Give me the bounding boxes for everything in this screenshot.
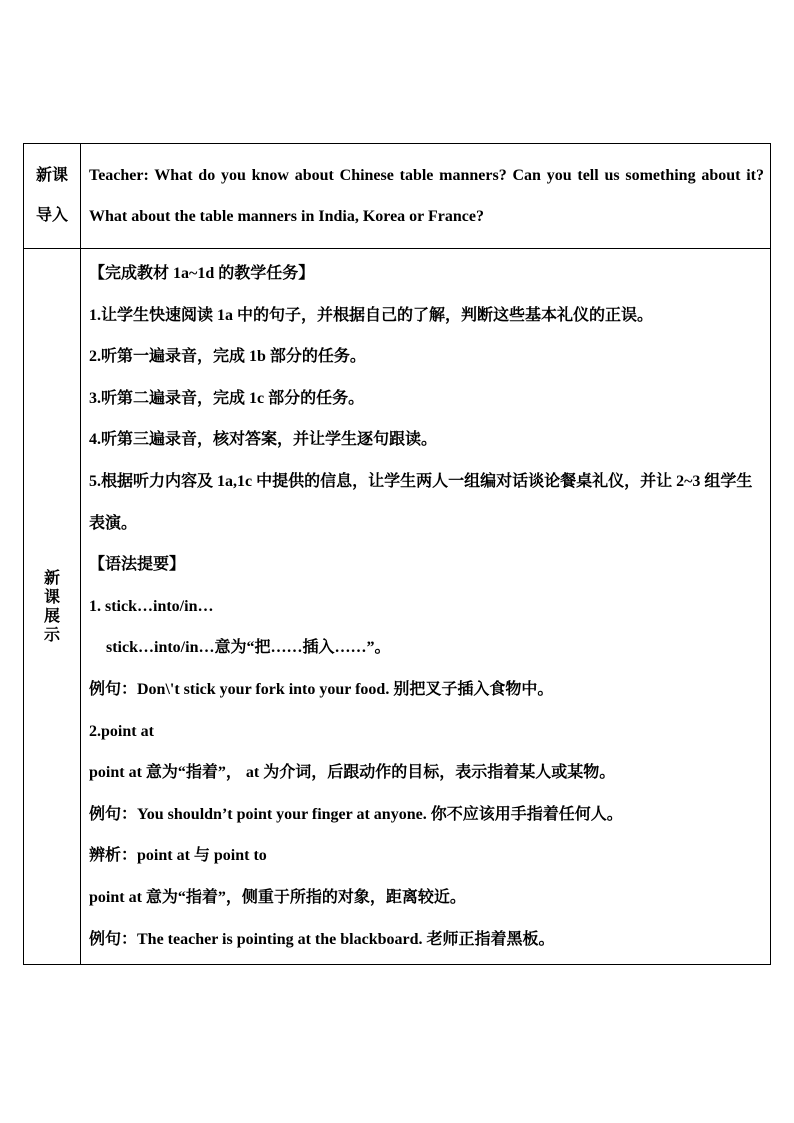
intro-label-line1: 新课 xyxy=(35,167,68,184)
intro-content-cell xyxy=(81,144,771,249)
grammar-point-1-example: 例句：Don\'t stick your fork into your food. 别把叉子插入食物中。 xyxy=(89,680,554,698)
intro-label-line2: 导入 xyxy=(35,207,68,224)
presentation-content-cell xyxy=(81,249,771,965)
task-step-5: 5.根据听力内容及 1a,1c 中提供的信息，让学生两人一组编对话谈论餐桌礼仪，并让 2~3 组学生表演。 xyxy=(89,472,753,532)
task-step-3: 3.听第二遍录音，完成 1c 部分的任务。 xyxy=(89,389,365,407)
grammar-comparison-meaning: point at 意为“指着”，侧重于所指的对象，距离较近。 xyxy=(89,888,466,906)
task-step-4: 4.听第三遍录音，核对答案，并让学生逐句跟读。 xyxy=(89,431,438,449)
grammar-point-2-meaning: point at 意为“指着”， at 为介词，后跟动作的目标，表示指着某人或某物。 xyxy=(89,764,616,782)
grammar-point-2-example: 例句：You shouldn’t point your finger at anyone. 你不应该用手指着任何人。 xyxy=(89,805,623,823)
lesson-plan-table xyxy=(23,143,771,965)
task-step-2: 2.听第一遍录音，完成 1b 部分的任务。 xyxy=(89,348,366,366)
task-heading: 【完成教材 1a~1d 的教学任务】 xyxy=(89,265,315,282)
grammar-comparison-example: 例句：The teacher is pointing at the blackboard. 老师正指着黑板。 xyxy=(89,930,555,948)
presentation-row xyxy=(24,249,771,965)
grammar-comparison-title: 辨析：point at 与 point to xyxy=(89,847,267,865)
grammar-point-1-title: 1. stick…into/in… xyxy=(89,597,214,615)
task-step-1: 1.让学生快速阅读 1a 中的句子，并根据自己的了解，判断这些基本礼仪的正误。 xyxy=(89,306,654,324)
intro-row xyxy=(24,144,771,249)
intro-teacher-question: Teacher: What do you know about Chinese table manners? Can you tell us something about it? What about the table manners in India, Korea or France? xyxy=(89,167,764,225)
grammar-heading: 【语法提要】 xyxy=(89,556,186,574)
presentation-label-cell xyxy=(24,249,81,965)
grammar-point-2-title: 2.point at xyxy=(89,722,154,740)
grammar-point-1-meaning: stick…into/in…意为“把……插入……”。 xyxy=(106,639,391,657)
intro-label-cell xyxy=(24,144,81,249)
presentation-label: 新课展示 xyxy=(44,569,61,644)
